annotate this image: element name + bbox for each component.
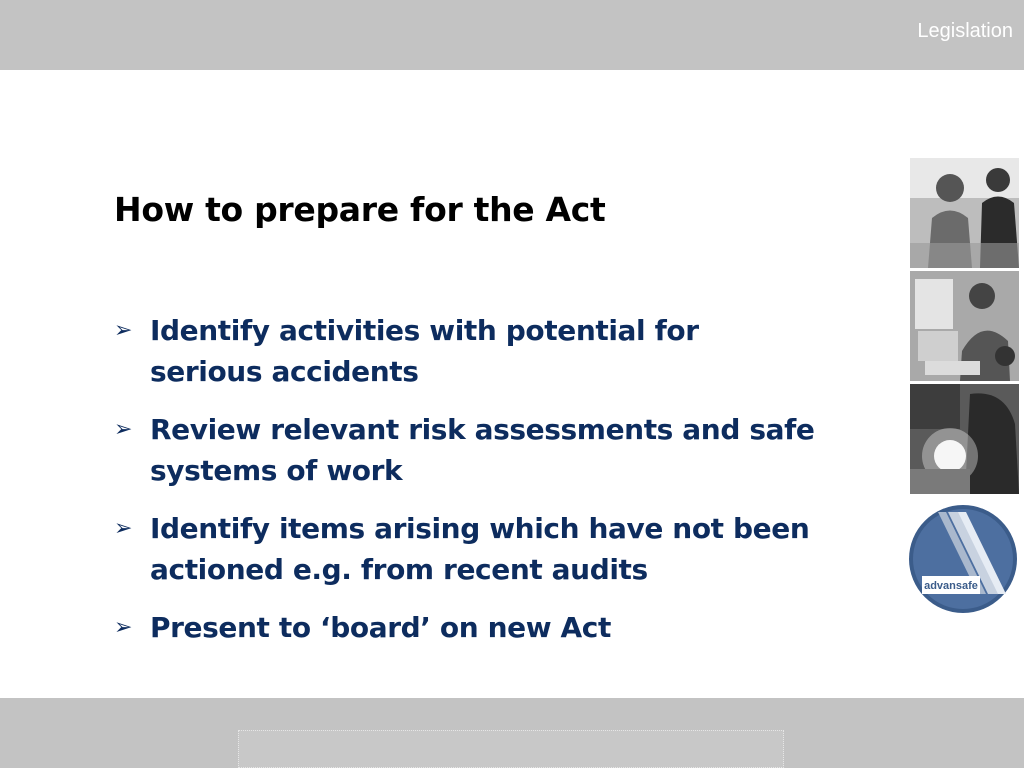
bullet-item [114,607,904,648]
arrow-bullet-icon: ➢ [114,417,133,442]
bullet-text: Identify activities with potential for serious accidents [150,314,699,388]
welding-worker-photo [910,384,1019,494]
arrow-bullet-icon: ➢ [114,615,133,640]
computer-workers-photo [910,271,1019,381]
bullet-text: Review relevant risk assessments and safe systems of work [150,413,815,487]
bullet-text: Present to ‘board’ on new Act [150,611,611,644]
office-team-photo [910,158,1019,268]
arrow-bullet-icon: ➢ [114,516,133,541]
logo-text: advansafe [924,580,978,592]
slide-title: How to prepare for the Act [114,190,606,229]
photo-strip [910,158,1019,497]
arrow-bullet-icon: ➢ [114,318,133,343]
advansafe-logo [908,504,1018,614]
bullet-item [114,508,904,590]
header-bar [0,0,1024,70]
bullet-item [114,310,904,392]
section-label: Legislation [917,20,1013,42]
bullet-text: Identify items arising which have not been actioned e.g. from recent audits [150,512,810,586]
bullet-list [114,310,904,665]
bullet-item [114,409,904,491]
footer-placeholder [238,730,784,768]
